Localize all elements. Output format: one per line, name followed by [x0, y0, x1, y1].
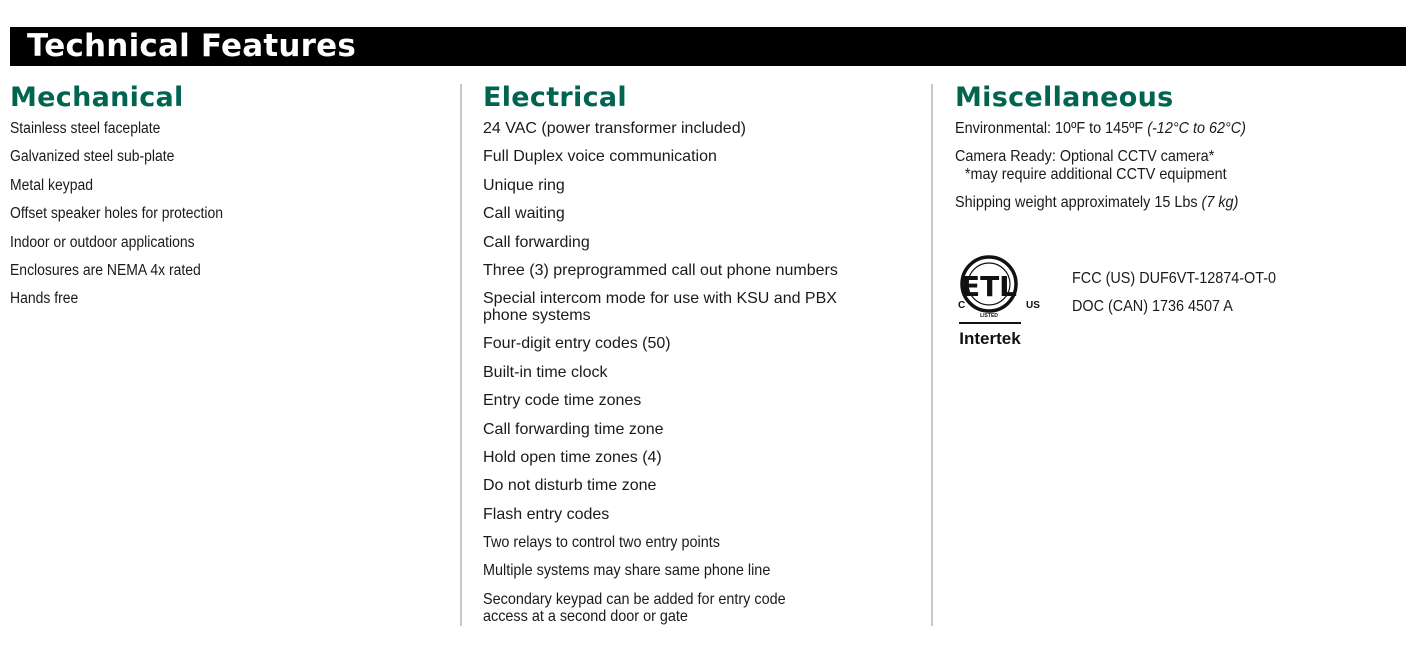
list-item: Indoor or outdoor applications — [10, 233, 195, 251]
regulatory-codes — [1072, 270, 1299, 326]
environmental-spec: Environmental: 10ºF to 145ºF (-12°C to 62°C) — [955, 120, 1246, 137]
list-item: Call forwarding — [483, 233, 590, 251]
list-item: Enclosures are NEMA 4x rated — [10, 261, 201, 279]
list-item: Hands free — [10, 290, 79, 308]
miscellaneous-column — [955, 84, 1395, 222]
svg-text:C: C — [958, 300, 966, 311]
list-item: Offset speaker holes for protection — [10, 205, 223, 223]
list-item: Call forwarding time zone — [483, 420, 664, 438]
list-item: Do not disturb time zone — [483, 477, 657, 495]
etl-listed-logo — [955, 252, 1047, 348]
list-item: Built-in time clock — [483, 363, 608, 381]
electrical-heading: Electrical — [483, 82, 627, 113]
list-item: Four-digit entry codes (50) — [483, 335, 671, 353]
section-banner — [10, 27, 1406, 66]
fcc-code: FCC (US) DUF6VT-12874-OT-0 — [1072, 270, 1277, 287]
list-item: Flash entry codes — [483, 505, 610, 523]
svg-text:LISTED: LISTED — [980, 313, 998, 319]
miscellaneous-list — [955, 120, 1395, 212]
list-item: Special intercom mode for use with KSU and PBX phone systems — [483, 290, 837, 325]
list-item: Secondary keypad can be added for entry code access at a second door or gate — [483, 590, 786, 625]
list-item: Full Duplex voice communication — [483, 148, 717, 166]
doc-code: DOC (CAN) 1736 4507 A — [1072, 298, 1233, 315]
list-item: Multiple systems may share same phone line — [483, 562, 771, 580]
list-item: Three (3) preprogrammed call out phone numbers — [483, 261, 838, 279]
svg-text:ETL: ETL — [960, 270, 1018, 303]
mechanical-list — [10, 120, 450, 307]
column-divider — [460, 84, 462, 626]
svg-text:US: US — [1026, 300, 1040, 311]
page-title: Technical Features — [27, 28, 357, 64]
column-divider — [931, 84, 933, 626]
list-item: Two relays to control two entry points — [483, 534, 720, 552]
mechanical-column — [10, 84, 450, 319]
camera-spec: Camera Ready: Optional CCTV camera* *may require additional CCTV equipment — [955, 148, 1227, 183]
svg-text:Intertek: Intertek — [959, 329, 1021, 348]
list-item: Entry code time zones — [483, 392, 642, 410]
list-item: 24 VAC (power transformer included) — [483, 120, 746, 137]
list-item: Unique ring — [483, 176, 565, 194]
list-item: Metal keypad — [10, 176, 93, 194]
shipping-spec: Shipping weight approximately 15 Lbs (7 kg) — [955, 194, 1239, 211]
mechanical-heading: Mechanical — [10, 82, 184, 113]
electrical-column — [483, 84, 913, 636]
list-item: Stainless steel faceplate — [10, 120, 161, 137]
list-item: Galvanized steel sub-plate — [10, 148, 175, 166]
list-item: Call waiting — [483, 205, 565, 223]
certification-block — [955, 252, 1395, 352]
list-item: Hold open time zones (4) — [483, 448, 662, 466]
miscellaneous-heading: Miscellaneous — [955, 82, 1174, 113]
electrical-list — [483, 120, 913, 625]
